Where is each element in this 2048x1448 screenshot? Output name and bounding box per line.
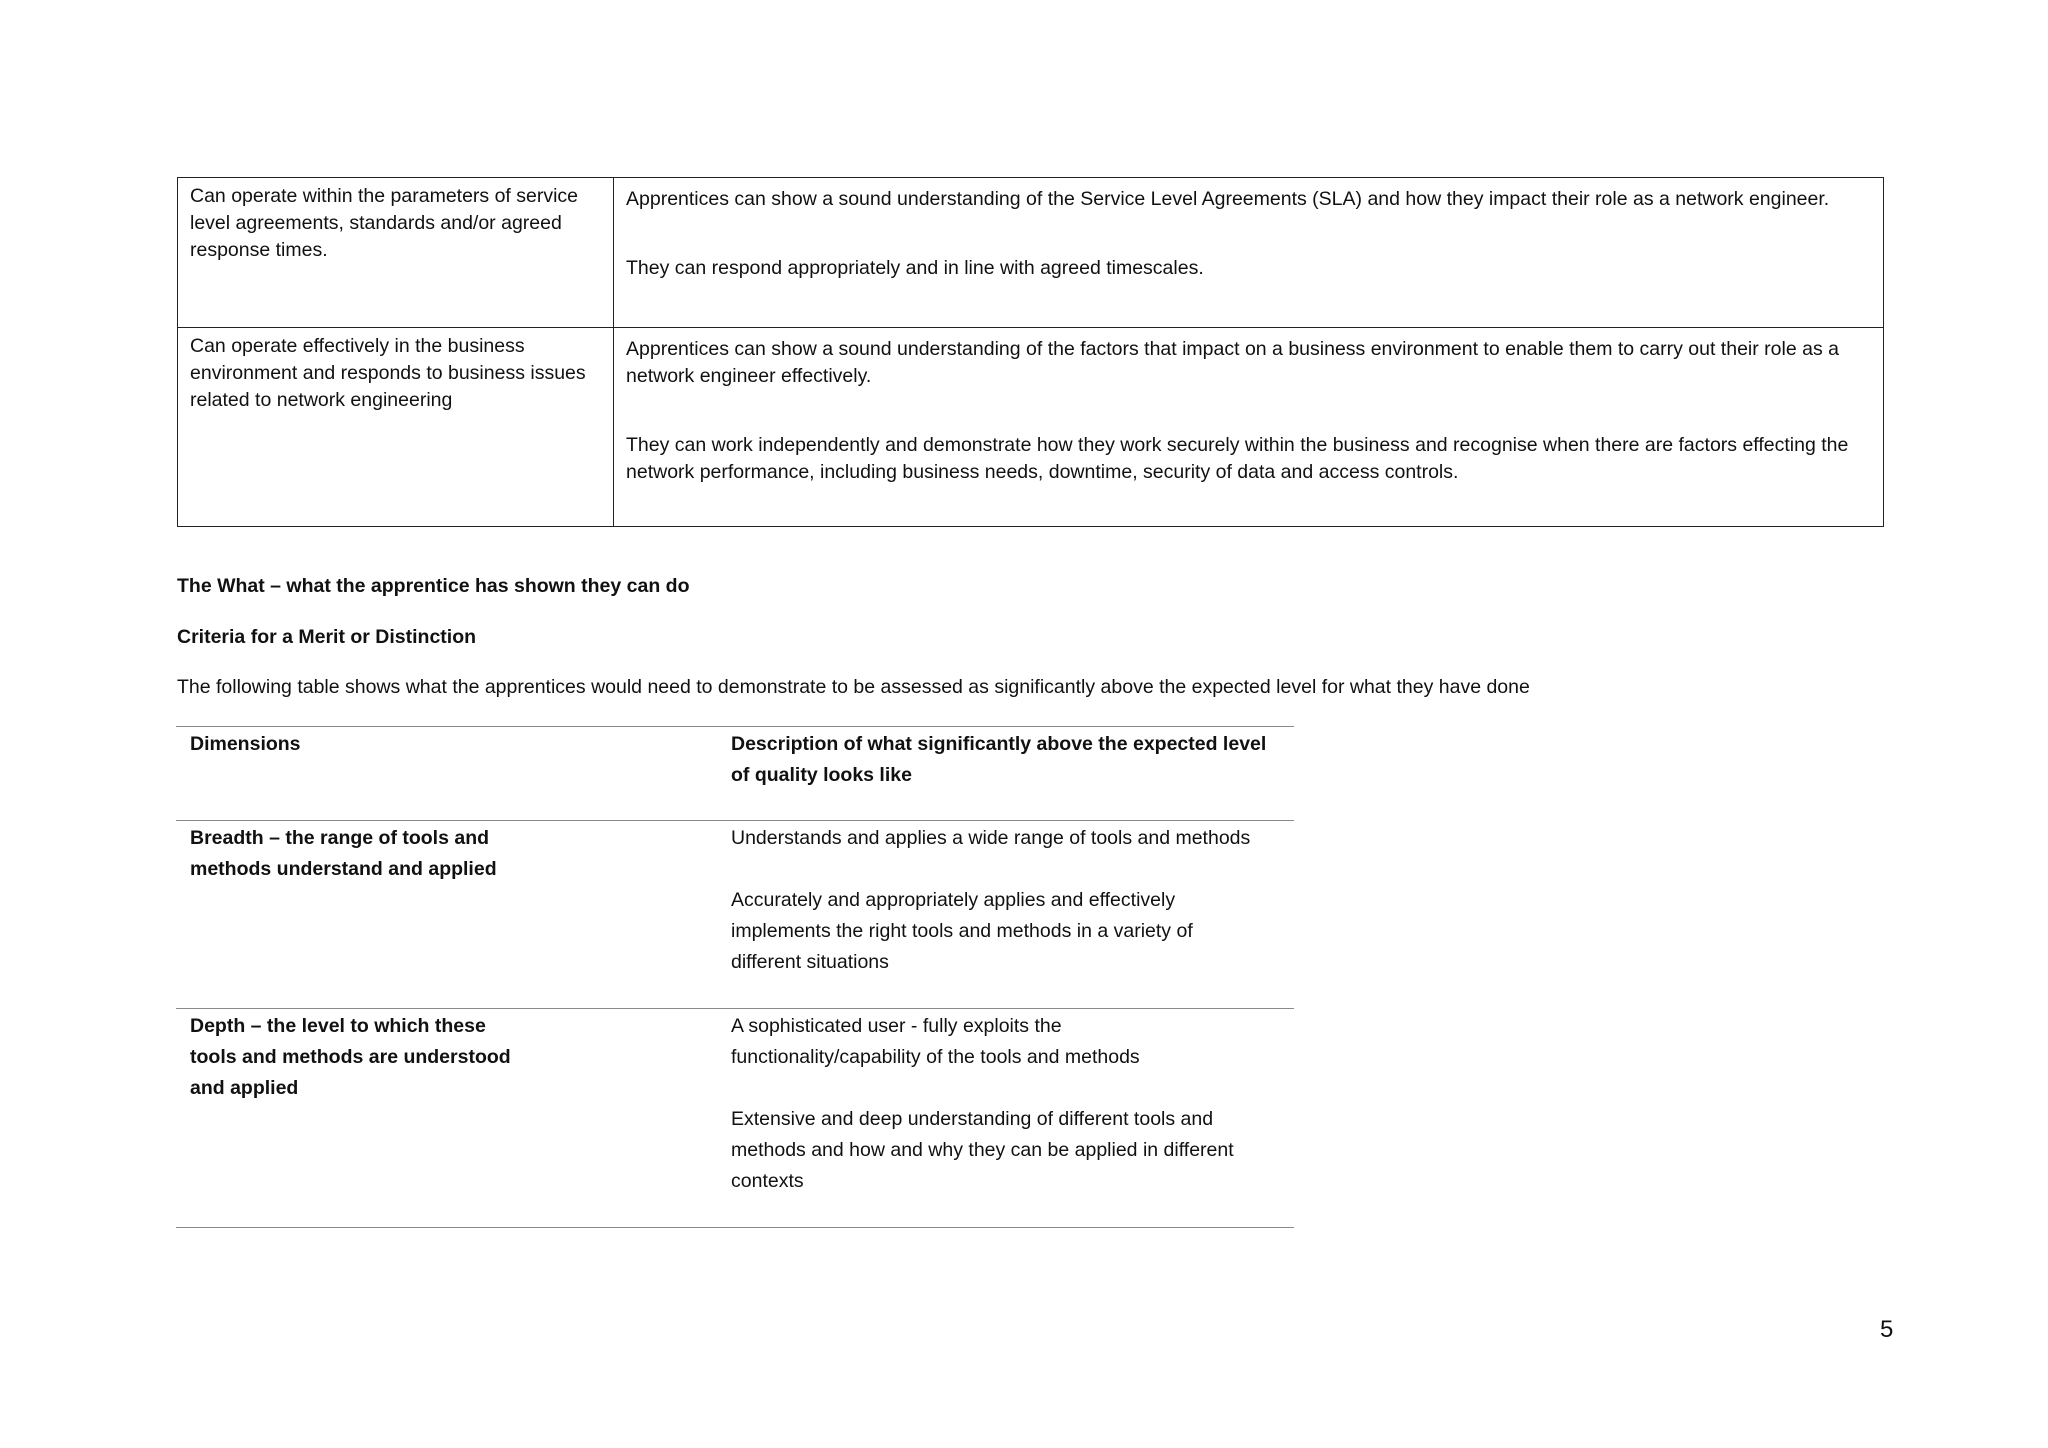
table-row [176, 1009, 1294, 1227]
description-paragraph: Accurately and appropriately applies and effectively implements the right tools and methods in a variety of different situations [731, 889, 1193, 973]
criteria-table [177, 177, 1884, 527]
description-paragraph: Extensive and deep understanding of different tools and methods and how and why they can be applied in different contexts [731, 1108, 1234, 1192]
dimension-description [731, 823, 1294, 1008]
criterion-text: Can operate effectively in the business environment and responds to business issues related to network engineering [190, 335, 586, 411]
description-paragraph: They can respond appropriately and in line with agreed timescales. [626, 257, 1204, 279]
intro-text: The following table shows what the apprentices would need to demonstrate to be assessed as significantly above the expected level for what they have done [177, 676, 1530, 698]
criterion-cell [178, 178, 614, 328]
criterion-cell [178, 328, 614, 527]
criterion-text: Can operate within the parameters of service level agreements, standards and/or agreed response times. [190, 185, 579, 261]
table-row [176, 821, 1294, 1008]
dimension-label: Depth – the level to which these tools and methods are understood and applied [190, 1015, 511, 1099]
description-paragraph: A sophisticated user - fully exploits the functionality/capability of the tools and methods [731, 1015, 1140, 1068]
dimension-description [731, 1011, 1294, 1227]
dimensions-table [176, 726, 1294, 1228]
dimension-label: Breadth – the range of tools and methods understand and applied [190, 827, 497, 880]
dimensions-header: Dimensions [190, 733, 301, 755]
description-paragraph: Apprentices can show a sound understanding of the Service Level Agreements (SLA) and how they impact their role as a network engineer. [626, 188, 1830, 210]
description-cell [614, 328, 1884, 527]
section-heading: The What – what the apprentice has shown they can do [177, 575, 690, 597]
description-paragraph: Understands and applies a wide range of tools and methods [731, 827, 1251, 849]
table-row [178, 328, 1884, 527]
table-header-row [176, 727, 1294, 820]
description-header: Description of what significantly above the expected level of quality looks like [731, 733, 1267, 786]
description-cell [614, 178, 1884, 328]
page-number: 5 [1880, 1316, 1894, 1343]
description-paragraph: They can work independently and demonstrate how they work securely within the business and recognise when there are factors effecting the network performance, including business needs, downtime, security of data and access controls. [626, 434, 1849, 483]
description-paragraph: Apprentices can show a sound understanding of the factors that impact on a business environment to enable them to carry out their role as a network engineer effectively. [626, 338, 1839, 387]
section-subheading: Criteria for a Merit or Distinction [177, 626, 477, 648]
table-row [178, 178, 1884, 328]
table-rule [176, 1227, 1294, 1228]
